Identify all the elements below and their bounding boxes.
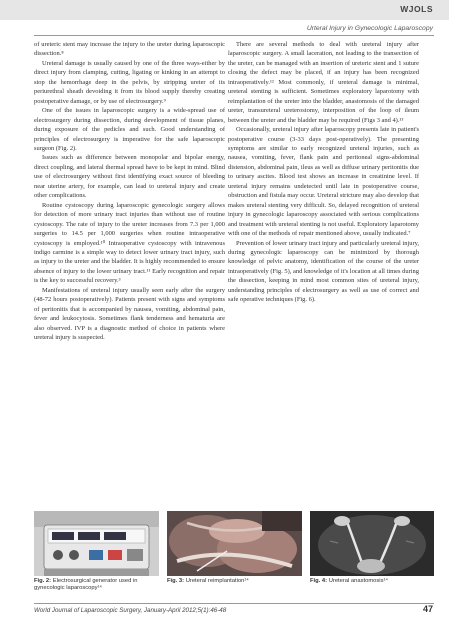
figure-row bbox=[34, 511, 434, 576]
paragraph: Prevention of lower urinary tract injury and particularly ureteral injury, during gynecologic laparoscopy can be minimized by thorough knowledge of pelvic anatomy, identification of the course of the ureter intraoperatively (Fig. 5), and knowledge of it's location at all times during the dissection, keeping in mind most common sites of ureteral injury, understanding principles of electrosurgery as well as use of correct and safe operative techniques (Fig. 6). bbox=[228, 239, 419, 304]
caption-fig-2 bbox=[34, 578, 159, 592]
paragraph: Manifestations of ureteral injury usually seen early after the surgery (48-72 hours postoperatively). Patients present with signs and symptoms of peritonitis that is accompanied by nausea, vomiting, abdominal pain, fever and leukocytosis. Sometimes flank tenderness and hematuria are also observed. IVP is a diagnostic method of choice in patients where ureteral injury is suspected. bbox=[34, 286, 225, 342]
footer-rule bbox=[34, 603, 434, 604]
figure-captions bbox=[34, 578, 434, 600]
left-column bbox=[34, 40, 225, 510]
running-head: Urteral Injury in Gynecologic Laparoscopy bbox=[306, 25, 433, 32]
header-band bbox=[0, 0, 449, 20]
reimplantation-photo bbox=[167, 511, 302, 576]
page-number: 47 bbox=[422, 604, 433, 614]
journal-citation: World Journal of Laparoscopic Surgery, January-April 2012;5(1):46-48 bbox=[34, 607, 227, 614]
paragraph: Issues such as difference between monopolar and bipolar energy, direct coupling, and lateral thermal spread have to be kept in mind. Blind use of electrosurgery without first identifying exact source of bleeding near uterine artery, for example, can lead to ureteral injury and create other complications. bbox=[34, 154, 225, 200]
header-rule bbox=[34, 35, 434, 36]
right-column bbox=[228, 40, 419, 510]
paragraph: One of the issues in laparoscopic surgery is a wide-spread use of electrosurgery during dissection, during development of tissue planes, during exposure of the pedicles and such. Good understanding of principles of electrosurgery is imperative for the safe laparoscopic surgeon (Fig. 2). bbox=[34, 107, 225, 152]
paragraph: of ureteric stent may increase the injury to the ureter during laparoscopic dissection.⁸ bbox=[34, 41, 225, 58]
caption-label: Fig. 3: bbox=[167, 578, 185, 584]
caption-text: Electrosurgical generator used in gynecologic laparoscopy¹⁴ bbox=[34, 578, 138, 591]
caption-label: Fig. 2: bbox=[34, 578, 52, 584]
figure-ureteral-reimplantation bbox=[167, 511, 302, 576]
paragraph: Occasionally, ureteral injury after laparoscopy presents late in patient's postoperative course (3-33 days post-operatively). The presenting symptoms are similar to early recognized ureteral injuries, such as nausea, vomiting, fever, flank pain and peritoneal signs-abdominal distension, abdominal pain, ileus as well as diffuse urinary peritonitis due to urinary ascites. Blood test shows an increase in creatinine level. If ureteral injury remains undetected until late in postoperative course, obstruction and fistula may occur. Ureteral stricture may also develop that makes ureteral stenting very difficult. So, delayed recognition of ureteral injury in gynecologic laparoscopy associated with serious complications and treatment with ureteral stenting is not useful. Exploratory laparotomy with one of the methods of repair mentioned above, usually indicated.⁷ bbox=[228, 126, 419, 238]
caption-text: Ureteral reimplantation¹⁴ bbox=[185, 578, 249, 584]
caption-label: Fig. 4: bbox=[310, 578, 328, 584]
paragraph: Ureteral damage is usually caused by one of the three ways-either by direct injury from clamping, cutting, ligating or kinking in an attempt to stop the hemorrhage deep in the pelvis, by stripping ureter of its periurethral sheath devoiding it from its blood supply thereby creating postoperative damage, or by use of electrosurgery.⁹ bbox=[34, 59, 225, 105]
figure-electrosurgical-generator bbox=[34, 511, 159, 576]
anastomosis-xray bbox=[310, 511, 434, 576]
generator-photo bbox=[34, 511, 159, 576]
paragraph: There are several methods to deal with ureteral injury after laparoscopic surgery. A small laceration, not leading to the transection of the ureter, can be managed with an insertion of ureteric stent and 1 suture closing the defect may be placed, if an injury has been recognized intraoperatively.¹² Most commonly, if ureteral damage is minimal, ureteral stenting is sufficient. Sometimes exploratory laparotomy with reimplantation of the ureter into the bladder, anastomosis of the damaged ureter, transureteral ureterostomy, interposition of the loop of ileum between the ureter and the bladder may be required (Figs 3 and 4).¹³ bbox=[228, 41, 419, 124]
paragraph: Routine cystoscopy during laparoscopic gynecologic surgery allows for detection of more urinary tract injuries than without use of routine cystoscopy. The rate of injury to the ureter increases from 7.3 per 1,000 surgeries to 14.5 per 1,000 surgeries when routine intraoperative cystoscopy is employed.¹⁰ Intraoperative cystoscopy with intravenous indigo carmine is a simple way to detect lower urinary tract injury, such as injury to the ureter and the bladder. It is highly recommended to ensure absence of injury to the lower urinary tract.¹¹ Early recognition and repair is the key to successful recovery.³ bbox=[34, 201, 225, 285]
figure-ureteral-anastomosis bbox=[310, 511, 434, 576]
caption-text: Ureteral anastomosis¹⁴ bbox=[328, 578, 388, 584]
caption-fig-4 bbox=[310, 578, 434, 585]
caption-fig-3 bbox=[167, 578, 302, 585]
journal-tag: WJOLS bbox=[400, 4, 433, 14]
